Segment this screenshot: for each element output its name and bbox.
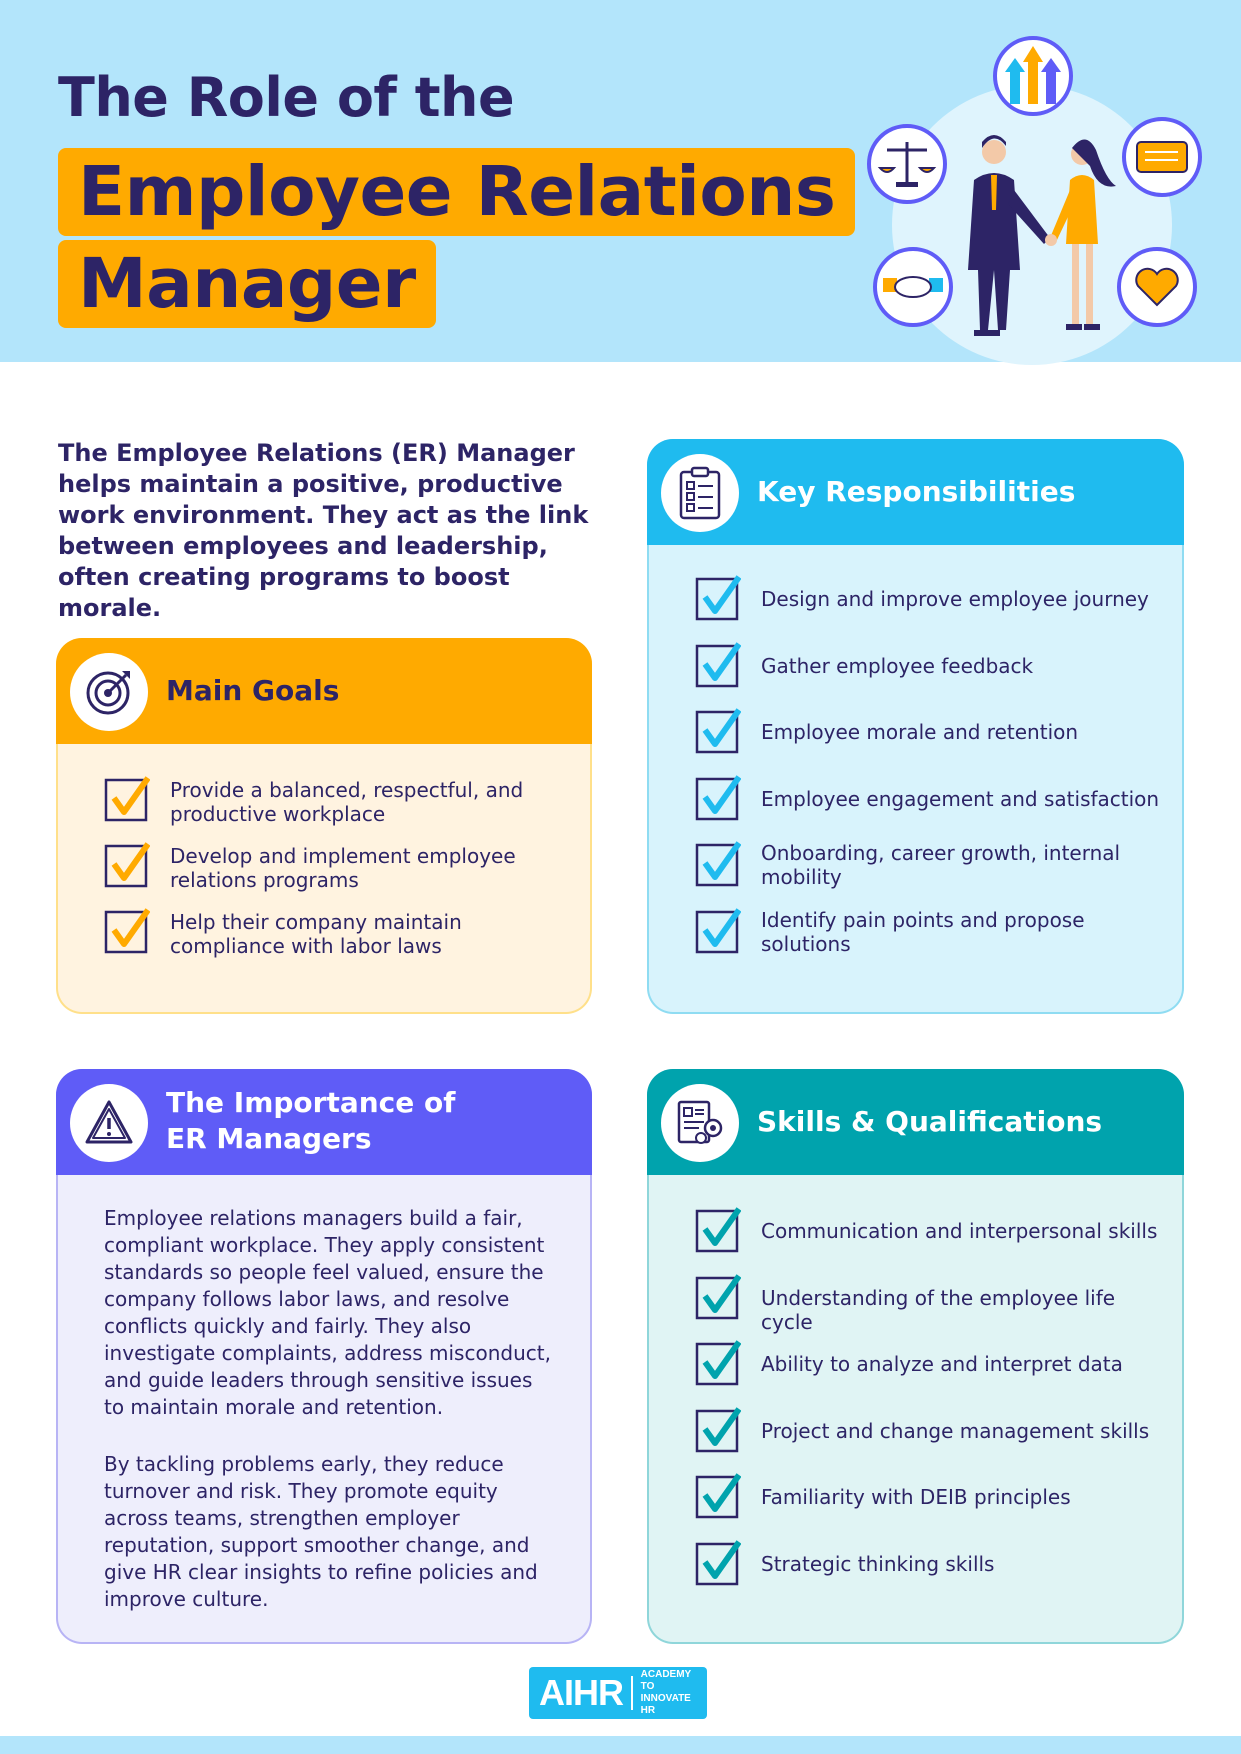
- list-item: [104, 772, 570, 838]
- importance-header: [56, 1069, 592, 1175]
- skills-resume-icon: [661, 1084, 739, 1162]
- checkbox-icon: [104, 776, 150, 822]
- checkbox-icon: [695, 1274, 741, 1320]
- checkbox-icon: [695, 708, 741, 754]
- logo-sub-text: ACADEMY TO INNOVATE HR: [640, 1669, 692, 1716]
- responsibility-text: Employee engagement and satisfaction: [761, 786, 1160, 811]
- skill-text: Project and change management skills: [761, 1418, 1150, 1443]
- skills-title: Skills & Qualifications: [757, 1105, 1103, 1138]
- list-item: [695, 908, 1162, 975]
- checkbox-icon: [695, 775, 741, 821]
- title-highlight-2: Manager: [58, 240, 436, 328]
- checkbox-icon: [695, 1473, 741, 1519]
- checkbox-icon: [695, 841, 741, 887]
- list-item: [695, 775, 1162, 842]
- skill-text: Familiarity with DEIB principles: [761, 1485, 1071, 1509]
- chat-icon: [1124, 119, 1200, 195]
- checkbox-icon: [104, 908, 150, 954]
- key-responsibilities-header: [647, 439, 1184, 545]
- importance-body: [58, 1175, 590, 1642]
- target-icon: [70, 653, 148, 731]
- key-responsibilities-title: Key Responsibilities: [757, 475, 1076, 508]
- checkbox-icon: [695, 1407, 741, 1453]
- skill-text: Strategic thinking skills: [761, 1551, 995, 1576]
- skills-card: [647, 1069, 1184, 1644]
- checkbox-icon: [104, 842, 150, 888]
- main-goals-card: [56, 638, 592, 1014]
- importance-title-line-2: ER Managers: [166, 1122, 372, 1155]
- responsibility-text: Gather employee feedback: [761, 653, 1034, 678]
- list-item: [695, 642, 1162, 709]
- key-responsibilities-card: [647, 439, 1184, 1014]
- importance-title: [166, 1085, 455, 1157]
- goal-text: Provide a balanced, respectful, and productive workplace: [170, 778, 524, 826]
- heart-icon: [1119, 249, 1195, 325]
- responsibility-text: Design and improve employee journey: [761, 587, 1149, 611]
- checkbox-icon: [695, 908, 741, 954]
- aihr-logo: [529, 1667, 707, 1719]
- intro-paragraph: The Employee Relations (ER) Manager helps maintain a positive, productive work environment. They act as the link between employees and leadership, often creating programs to boost morale.: [58, 439, 589, 622]
- warning-icon: [70, 1084, 148, 1162]
- list-item: [695, 708, 1162, 775]
- responsibility-text: Identify pain points and propose solutions: [761, 907, 1085, 956]
- key-responsibilities-body: [649, 545, 1182, 1012]
- list-item: [695, 1473, 1162, 1540]
- skill-text: Communication and interpersonal skills: [761, 1219, 1158, 1243]
- skills-body: [649, 1175, 1182, 1642]
- list-item: [695, 1407, 1162, 1474]
- list-item: [104, 838, 570, 904]
- list-item: [695, 841, 1162, 908]
- skills-header: [647, 1069, 1184, 1175]
- goal-text: Develop and implement employee relations programs: [170, 844, 516, 892]
- checkbox-icon: [695, 575, 741, 621]
- responsibility-text: Onboarding, career growth, internal mobility: [761, 841, 1121, 889]
- skill-text: Understanding of the employee life cycle: [761, 1285, 1116, 1334]
- list-item: [695, 1274, 1162, 1341]
- checkbox-icon: [695, 642, 741, 688]
- importance-title-line-1: The Importance of: [166, 1086, 456, 1119]
- main-goals-title: Main Goals: [166, 674, 340, 707]
- handshake-illustration: [860, 30, 1220, 390]
- list-item: [695, 575, 1162, 642]
- goal-text: Help their company maintain compliance with labor laws: [170, 910, 462, 958]
- logo-separator: [631, 1676, 633, 1710]
- arrows-up-icon: [995, 38, 1071, 114]
- checkbox-icon: [695, 1540, 741, 1586]
- skill-text: Ability to analyze and interpret data: [761, 1352, 1123, 1376]
- checkbox-icon: [695, 1207, 741, 1253]
- title-highlight-1: Employee Relations: [58, 148, 855, 236]
- logo-main-text: AIHR: [539, 1672, 623, 1713]
- footer-bar: [0, 1736, 1241, 1754]
- list-item: [104, 904, 570, 970]
- list-item: [695, 1540, 1162, 1607]
- importance-paragraph-1: Employee relations managers build a fair, compliant workplace. They apply consistent standards so people feel valued, ensure the company follows labor laws, and resolve conflicts quickly and fairly. They also investigate complaints, address misconduct, and guide leaders through sensitive issues to maintain morale and retention.: [104, 1206, 551, 1419]
- checkbox-icon: [695, 1340, 741, 1386]
- main-goals-header: [56, 638, 592, 744]
- importance-paragraph-2: By tackling problems early, they reduce turnover and risk. They promote equity across teams, strengthen employer reputation, support smoother change, and give HR clear insights to refine policies and improve culture.: [104, 1452, 538, 1611]
- clipboard-checklist-icon: [661, 454, 739, 532]
- handshake-icon: [875, 249, 951, 325]
- title-line-1: The Role of the: [58, 66, 515, 129]
- responsibility-text: Employee morale and retention: [761, 720, 1079, 744]
- main-goals-body: [58, 744, 590, 1012]
- list-item: [695, 1340, 1162, 1407]
- list-item: [695, 1207, 1162, 1274]
- importance-card: [56, 1069, 592, 1644]
- scales-icon: [869, 126, 945, 202]
